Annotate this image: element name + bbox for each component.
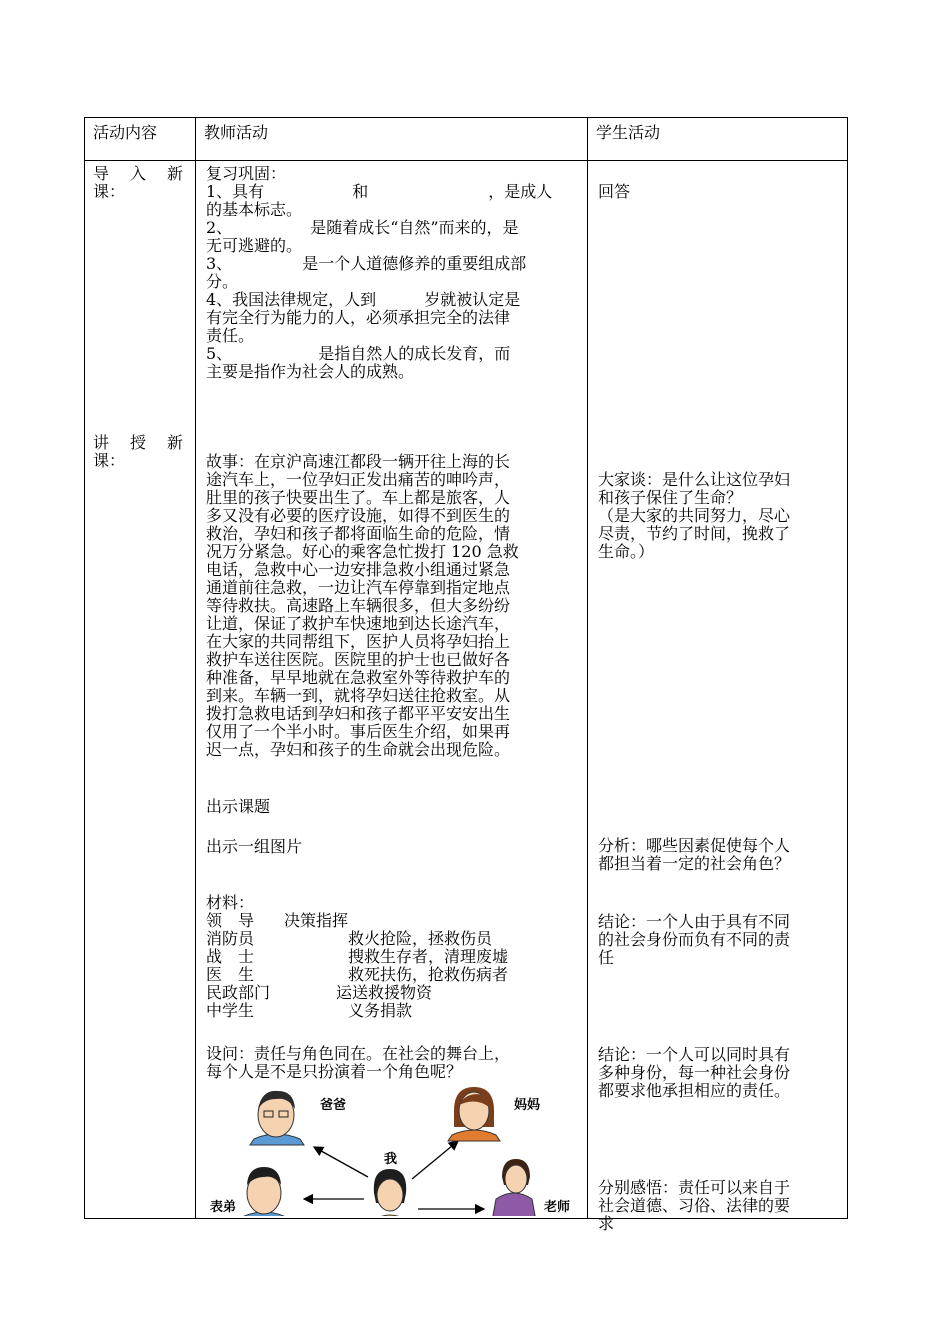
show-topic: 出示课题	[206, 797, 271, 816]
lesson-table	[84, 117, 848, 1233]
role-diagram	[196, 1081, 588, 1216]
review-section: 复习巩固： 1、具有 和 ，是成人 的基本标志。 2、 是随着成长“自然”而来的，是 无可逃避的。 3、 是一个人道德修养的重要组成部 分。 4、我国法律规定，人到 岁就被认定是 有完全行为能力的人，必须承担完全的法律 责任。 5、 是指自然人的成长发育，而 主要是指作为社会人的成熟。	[206, 165, 578, 381]
student-conclusion-1: 结论：一个人由于具有不同 的社会身份而负有不同的责 任	[598, 912, 791, 967]
header-activity-content: 活动内容	[85, 118, 196, 161]
header-student-activity: 学生活动	[588, 118, 848, 161]
me-label: 我	[384, 1152, 398, 1167]
activity-column	[85, 161, 196, 1219]
material-row: 消防员 救火抢险，拯救伤员	[206, 929, 493, 948]
story-paragraph: 故事：在京沪高速江都段一辆开往上海的长 途汽车上，一位孕妇正发出痛苦的呻吟声， 肚里的孩子快要出生了。车上都是旅客，人 多又没有必要的医疗设施，如得不到医生的 救治，孕妇和孩子都将面临生命的危险，情 况万分紧急。好心的乘客急忙拨打 120 急救 电话，急救中心一边安排急救小组通过紧急 通道前往急救，一边让汽车停靠到指定地点 等待救扶。高速路上车辆很多，但大多纷纷 让道，保证了救护车快速地到达长途汽车， 在大家的共同帮组下，医护人员将孕妇抬上 救护车送往医院。医院里的护士也已做好各 种准备，早早地就在急救室外等待救护车的 到来。车辆一到，就将孕妇送往抢救室。从 拨打急救电话到孕妇和孩子都平平安安出生 仅用了一个半小时。事后医生介绍，如果再 迟一点，孕妇和孩子的生命就会出现危险。	[206, 452, 519, 759]
review-q5: 5、 是指自然人的成长发育，而	[206, 344, 511, 363]
teacher-figure	[492, 1159, 536, 1216]
arrow-to-mom	[412, 1141, 458, 1179]
intro-label: 导 入 新 课：	[93, 164, 183, 201]
show-pictures: 出示一组图片	[206, 837, 303, 856]
teach-label: 讲 授 新 课：	[93, 433, 183, 470]
mom-figure	[448, 1087, 500, 1141]
review-q1: 1、具有 和 ，是成人	[206, 182, 553, 201]
dad-label: 爸爸	[320, 1098, 347, 1113]
review-q2: 2、 是随着成长“自然”而来的，是	[206, 218, 519, 237]
student-answer: 回答	[598, 182, 631, 201]
student-discuss: 大家谈：是什么让这位孕妇 和孩子保住了生命？ （是大家的共同努力，尽心 尽责，节约了时间，挽救了 生命。）	[598, 470, 791, 561]
mom-label: 妈妈	[514, 1098, 541, 1113]
material-row: 中学生 义务捐款	[206, 1001, 413, 1020]
teacher-column	[196, 161, 588, 1219]
material-list: 材料： 领 导 决策指挥 消防员 救火抢险，拯救伤员 战 士 搜救生存者，清理废墟 医 生 救死扶伤，抢救伤病者 民政部门 运送救援物资 中学生 义务捐款	[206, 894, 578, 1020]
material-row: 战 士 搜救生存者，清理废墟	[206, 947, 509, 966]
student-column	[588, 161, 848, 1233]
arrow-to-dad	[314, 1147, 368, 1177]
material-row: 医 生 救死扶伤，抢救伤病者	[206, 965, 509, 984]
material-row: 领 导 决策指挥	[206, 911, 349, 930]
student-insight: 分别感悟：责任可以来自于 社会道德、习俗、法律的要 求	[598, 1178, 791, 1233]
me-figure	[372, 1169, 408, 1216]
question: 设问：责任与角色同在。在社会的舞台上， 每个人是不是只扮演着一个角色呢？	[206, 1044, 511, 1081]
student-analysis: 分析：哪些因素促使每个人 都担当着一定的社会角色？	[598, 836, 791, 873]
content-row	[85, 161, 848, 1219]
cousin-figure	[236, 1167, 292, 1216]
material-row: 民政部门 运送救援物资	[206, 983, 433, 1002]
student-conclusion-2: 结论：一个人可以同时具有 多种身份，每一种社会身份 都要求他承担相应的责任。	[598, 1045, 791, 1100]
dad-figure	[250, 1091, 304, 1145]
review-q3: 3、 是一个人道德修养的重要组成部	[206, 254, 527, 273]
header-row	[85, 118, 848, 161]
header-teacher-activity: 教师活动	[196, 118, 588, 161]
teacher-label: 老师	[544, 1200, 571, 1215]
review-q4: 4、我国法律规定，人到 岁就被认定是	[206, 290, 521, 309]
cousin-label: 表弟	[210, 1200, 237, 1215]
